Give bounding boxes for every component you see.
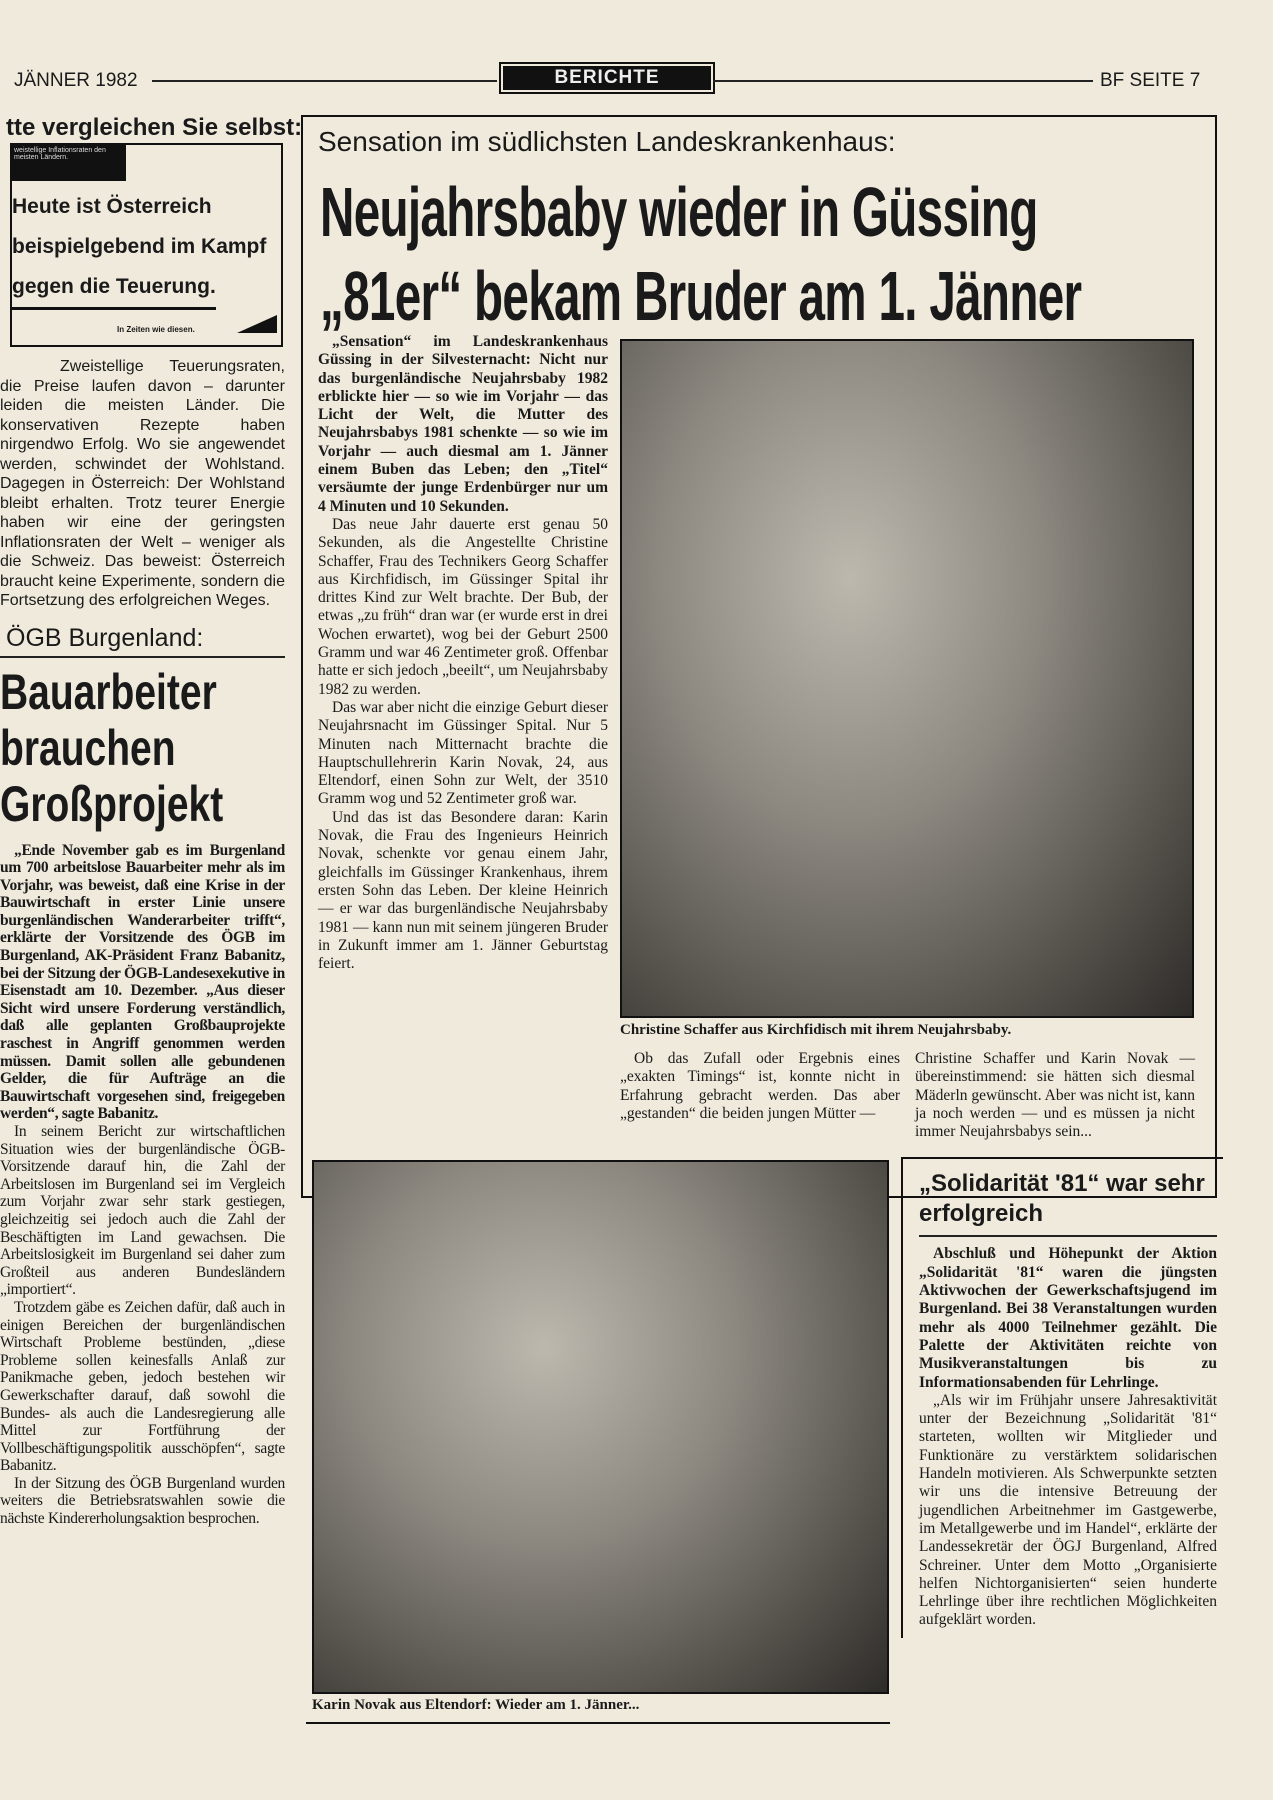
side-headline: „Solidarität '81“ war sehr erfolgreich	[919, 1170, 1205, 1228]
section-badge: BERICHTE	[499, 62, 715, 94]
photo1-caption: Christine Schaffer aus Kirchfidisch mit ihrem Neujahrsbaby.	[620, 1022, 1012, 1038]
photo-christine-schaffer	[620, 339, 1194, 1018]
continuation-col2: Christine Schaffer und Karin Novak — übereinstimmend: sie hätten sich diesmal Mäderln gewünscht. Aber was nicht ist, kann ja noch werden — und es müssen ja nicht immer Neujahrsbabys sein...	[915, 1050, 1195, 1141]
main-headline: Neujahrsbaby wieder in Güssing „81er“ bekam Bruder am 1. Jänner	[320, 173, 1082, 335]
left-column	[0, 113, 303, 1528]
ad-tag: weistellige Inflationsraten den meisten Ländern.	[12, 145, 126, 181]
kicker-rule	[0, 656, 285, 658]
left-kicker: ÖGB Burgenland:	[6, 623, 204, 652]
side-article-body: Abschluß und Höhepunkt der Aktion „Solidarität '81“ waren die jüngsten Aktivwochen der Gewerkschaftsjugend im Burgenland. Bei 38 Veranstaltungen wurden mehr als 4000 Teilnehmer gezählt. Die Palette der Aktivitäten reichte von Musikveranstaltungen bis zu Informationsabenden für Lehrlinge. „Als wir im Frühjahr unsere Jahresaktivität unter der Bezeichnung „Solidarität '81“ starteten, wollten wir Mitglieder und Funktionäre zu verstärktem solidarischen Handeln motivieren. Als Schwerpunkte setzten wir uns die intensive Betreuung der jugendlichen Arbeitnehmer im Gastgewerbe, im Metallgewerbe und im Handel“, erklärte der Landessekretär der ÖGJ Burgenland, Alfred Schreiner. Unter dem Motto „Organisierte helfen Nichtorganisierten“ seien hunderte Lehrlinge über ihre rechtlichen Möglichkeiten aufgeklärt worden.	[919, 1245, 1217, 1629]
ad-headline: Heute ist Österreich beispielgebend im Kampf gegen die Teuerung.	[12, 187, 266, 310]
right-column	[901, 1050, 1223, 1638]
main-kicker: Sensation im südlichsten Landeskrankenhaus:	[318, 126, 896, 157]
ad-title: tte vergleichen Sie selbst:	[6, 114, 303, 141]
header-rule	[152, 80, 497, 82]
header-rule	[713, 80, 1093, 82]
photo2-rule	[306, 1722, 890, 1724]
photo-karin-novak	[312, 1160, 889, 1694]
ad-box	[10, 143, 283, 347]
issue-date: JÄNNER 1982	[14, 70, 138, 91]
side-article-box	[901, 1157, 1223, 1637]
ad-body: Zweistellige Teuerungsraten, die Preise laufen davon – darunter leiden die meisten Länder. Die konservativen Rezepte haben nirgendwo Erfolg. Wo sie angewendet werden, schwindet der Wohlstand. Dagegen in Österreich: Der Wohlstand bleibt erhalten. Trotz teurer Energie haben wir eine der geringsten Inflationsraten der Welt – weniger als die Schweiz. Das beweist: Österreich braucht keine Experimente, sondern die Fortsetzung des erfolgreichen Weges.	[0, 358, 285, 609]
page-number: BF SEITE 7	[1100, 70, 1201, 91]
ad-slogan: In Zeiten wie diesen.	[117, 325, 195, 334]
photo2-caption: Karin Novak aus Eltendorf: Wieder am 1. Jänner...	[312, 1697, 640, 1713]
side-headline-rule	[919, 1235, 1217, 1237]
continuation-col1: Ob das Zufall oder Ergebnis eines „exakten Timings“ ist, konnte nicht in Erfahrung gebracht werden. Das aber „gestanden“ die beiden jungen Mütter —	[620, 1050, 900, 1122]
left-article-body: „Ende November gab es im Burgenland um 700 arbeitslose Bauarbeiter mehr als im Vorjahr, was beweist, daß eine Krise in der Bauwirtschaft in erster Linie unsere burgenländischen Wanderarbeiter trifft“, erklärte der Vorsitzende des ÖGB im Burgenland, AK-Präsident Franz Babanitz, bei der Sitzung der ÖGB-Landesexekutive in Eisenstadt am 10. Dezember. „Aus dieser Sicht wird unsere Forderung verständlich, daß alle geplanten Großbauprojekte raschest in Angriff genommen werden müssen. Damit sollen alle gebundenen Gelder, die für Aufträge an die Bauwirtschaft vorgesehen sind, freigegeben werden“, sagte Babanitz. In seinem Bericht zur wirtschaftlichen Situation wies der burgenländische ÖGB-Vorsitzende darauf hin, die Zahl der Arbeitslosen im Burgenland sei im Vergleich zum Vorjahr zwar sehr stark gestiegen, gleichzeitig sei jedoch auch die Zahl der Beschäftigten im Land gewachsen. Die Arbeitslosigkeit im Burgenland sei daher zum Großteil aus anderen Bundesländern „importiert“. Trotzdem gäbe es Zeichen dafür, daß auch in einigen Bereichen der burgenländischen Wirtschaft Probleme bestünden, „diese Probleme sollen keinesfalls Anlaß zur Panikmache geben, jedoch bestehen wir Gewerkschafter darauf, daß sowohl die Bundes- als auch die Landesregierung alle Mittel zur Fortführung der Vollbeschäftigungspolitik ausschöpfen“, sagte Babanitz. In der Sitzung des ÖGB Burgenland wurden weiters die Betriebsratswahlen sowie die nächste Kindererholungsaktion besprochen.	[0, 841, 285, 1528]
left-headline: Bauarbeiter brauchen Großprojekt	[0, 663, 224, 832]
spo-logo	[237, 315, 277, 333]
main-article-body: „Sensation“ im Landeskrankenhaus Güssing in der Silvesternacht: Nicht nur das burgenländische Neujahrsbaby 1982 erblickte hier — so wie im Vorjahr — das Licht der Welt, die Mutter des Neujahrsbabys 1981 schenkte — so wie im Vorjahr — auch diesmal am 1. Jänner einem Buben das Leben; den „Titel“ versäumte der junge Erdenbürger nur um 4 Minuten und 10 Sekunden. Das neue Jahr dauerte erst genau 50 Sekunden, als die Angestellte Christine Schaffer, Frau des Technikers Georg Schaffer aus Kirchfidisch, im Güssinger Spital ihr drittes Kind zur Welt brachte. Der Bub, der etwas „zu früh“ dran war (er wurde erst in drei Wochen erwartet), wog bei der Geburt 2500 Gramm und war 46 Zentimeter groß. Offenbar hatte er sich jedoch „beeilt“, um Neujahrsbaby 1982 zu werden. Das war aber nicht die einzige Geburt dieser Neujahrsnacht im Güssinger Spital. Nur 5 Minuten nach Mitternacht brachte die Hauptschullehrerin Karin Novak, 24, aus Eltendorf, einen Sohn zur Welt, der 3510 Gramm wog und 52 Zentimeter groß war. Und das ist das Besondere daran: Karin Novak, die Frau des Ingenieurs Heinrich Novak, schenkte vor genau einem Jahr, gleichfalls im Güssinger Krankenhaus, ihrem ersten Sohn das Leben. Der kleine Heinrich — er war das burgenländische Neujahrsbaby 1981 — kann nun mit seinem jüngeren Bruder in Zukunft immer am 1. Jänner Geburtstag feiert.	[318, 333, 608, 973]
